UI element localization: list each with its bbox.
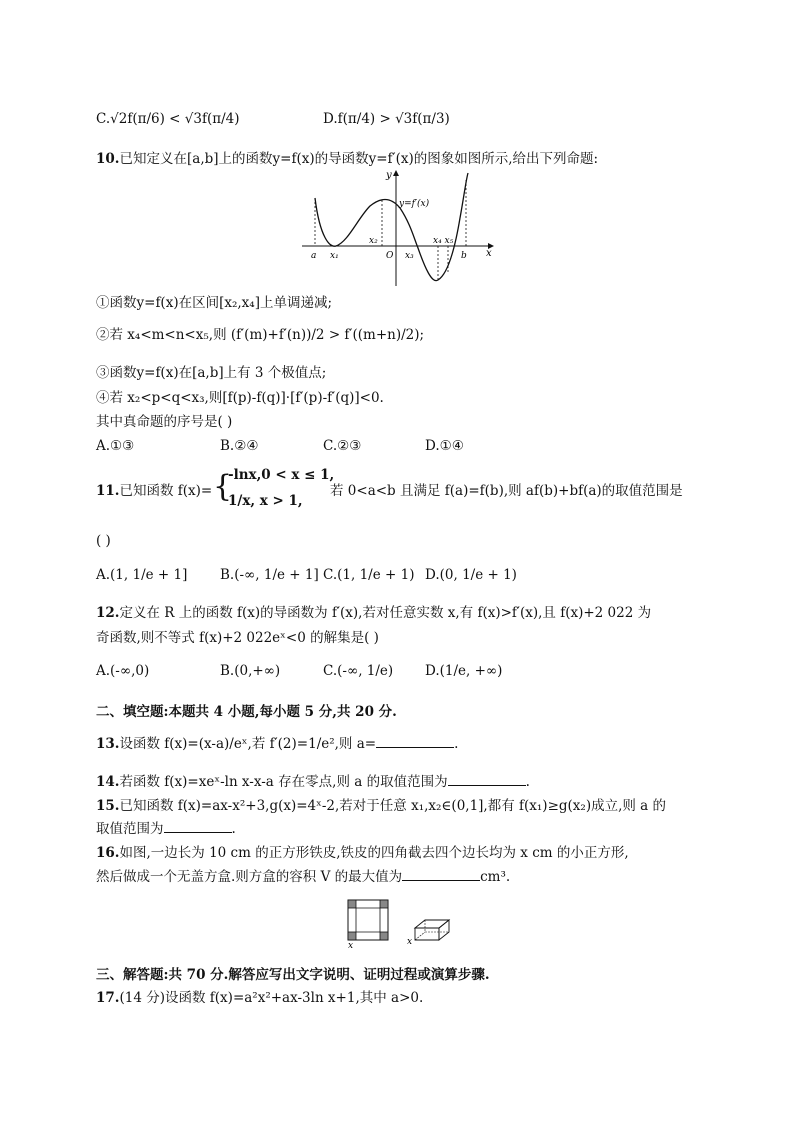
q15-line-1: 15.已知函数 f(x)=ax-x²+3,g(x)=4ˣ-2,若对于任意 x₁,x₂∈(0,1],都有 f(x₁)≥g(x₂)成立,则 a 的 bbox=[96, 798, 667, 814]
q10-proposition-1: ①函数y=f(x)在区间[x₂,x₄]上单调递减; bbox=[96, 295, 333, 311]
q10-proposition-4: ④若 x₂<p<q<x₃,则[f(p)-f(q)]·[f′(p)-f′(q)]<0. bbox=[96, 390, 384, 406]
q10-option-a: A.①③ bbox=[96, 438, 135, 454]
graph-label-x4x5: x₄ x₅ bbox=[433, 236, 454, 246]
graph-label-x3: x₃ bbox=[405, 251, 414, 261]
q16-line-2: 然后做成一个无盖方盒.则方盒的容积 V 的最大值为 cm³. bbox=[96, 869, 511, 885]
q12-option-c: C.(-∞, 1/e) bbox=[323, 663, 394, 679]
q9-option-c: C.√2f(π/6) < √3f(π/4) bbox=[96, 111, 240, 127]
q10-option-c: C.②③ bbox=[323, 438, 362, 454]
q16-line-1: 16.如图,一边长为 10 cm 的正方形铁皮,铁皮的四角截去四个边长均为 x cm 的小正方形, bbox=[96, 845, 629, 861]
q12-option-d: D.(1/e, +∞) bbox=[425, 663, 503, 679]
graph-label-x: x bbox=[486, 248, 492, 259]
q10-derivative-graph bbox=[300, 168, 500, 288]
q14: 14.若函数 f(x)=xeˣ-ln x-x-a 存在零点,则 a 的取值范围为 . bbox=[96, 774, 530, 790]
q16-open-box-figure bbox=[407, 914, 453, 948]
graph-label-o: O bbox=[386, 251, 394, 261]
q11-stem-b: 若 0<a<b 且满足 f(a)=f(b),则 af(b)+bf(a)的取值范围是 bbox=[330, 483, 683, 499]
q11-option-b: B.(-∞, 1/e + 1] bbox=[220, 567, 319, 583]
q16-fig-label-x2: x bbox=[407, 937, 413, 947]
q11-case-1: -lnx,0 < x ≤ 1, bbox=[228, 467, 335, 483]
section-2-heading: 二、填空题:本题共 4 小题,每小题 5 分,共 20 分. bbox=[96, 704, 397, 720]
q10-stem: 10.已知定义在[a,b]上的函数y=f(x)的导函数y=f′(x)的图象如图所示,给出下列命题: bbox=[96, 151, 599, 167]
q11-stem-a: 11.已知函数 f(x)= bbox=[96, 483, 213, 499]
q16-square-sheet-figure bbox=[346, 898, 392, 948]
graph-label-b: b bbox=[461, 251, 467, 261]
q10-option-d: D.①④ bbox=[425, 438, 464, 454]
q11-option-d: D.(0, 1/e + 1) bbox=[425, 567, 517, 583]
q10-option-b: B.②④ bbox=[220, 438, 259, 454]
q10-proposition-2: ②若 x₄<m<n<x₅,则 (f′(m)+f′(n))/2 > f′((m+n)/2); bbox=[96, 327, 425, 343]
section-3-heading: 三、解答题:共 70 分.解答应写出文字说明、证明过程或演算步骤. bbox=[96, 967, 490, 983]
graph-label-x2: x₂ bbox=[369, 236, 378, 246]
q11-option-a: A.(1, 1/e + 1] bbox=[96, 567, 188, 583]
q11-brace: { bbox=[213, 469, 233, 504]
q9-option-d: D.f(π/4) > √3f(π/3) bbox=[323, 111, 450, 127]
q10-question: 其中真命题的序号是( ) bbox=[96, 414, 233, 430]
q12-option-a: A.(-∞,0) bbox=[96, 663, 150, 679]
q11-case-2: 1/x, x > 1, bbox=[228, 493, 303, 509]
q12-option-b: B.(0,+∞) bbox=[220, 663, 281, 679]
q12-line-1: 12.定义在 R 上的函数 f(x)的导函数为 f′(x),若对任意实数 x,有 f(x)>f′(x),且 f(x)+2 022 为 bbox=[96, 605, 652, 621]
q16-fig-label-x1: x bbox=[348, 941, 354, 948]
q13: 13.设函数 f(x)=(x-a)/eˣ,若 f′(2)=1/e²,则 a= . bbox=[96, 736, 459, 752]
q11-option-c: C.(1, 1/e + 1) bbox=[323, 567, 415, 583]
graph-label-x1: x₁ bbox=[330, 251, 339, 261]
q15-line-2: 取值范围为 . bbox=[96, 821, 236, 837]
q11-paren: ( ) bbox=[96, 533, 111, 549]
q17: 17.(14 分)设函数 f(x)=a²x²+ax-3ln x+1,其中 a>0. bbox=[96, 990, 424, 1006]
graph-label-y: y bbox=[386, 170, 392, 181]
graph-label-curve: y=f′(x) bbox=[399, 199, 430, 209]
q12-line-2: 奇函数,则不等式 f(x)+2 022eˣ<0 的解集是( ) bbox=[96, 630, 379, 646]
q10-proposition-3: ③函数y=f(x)在[a,b]上有 3 个极值点; bbox=[96, 365, 327, 381]
graph-label-a: a bbox=[311, 251, 317, 261]
